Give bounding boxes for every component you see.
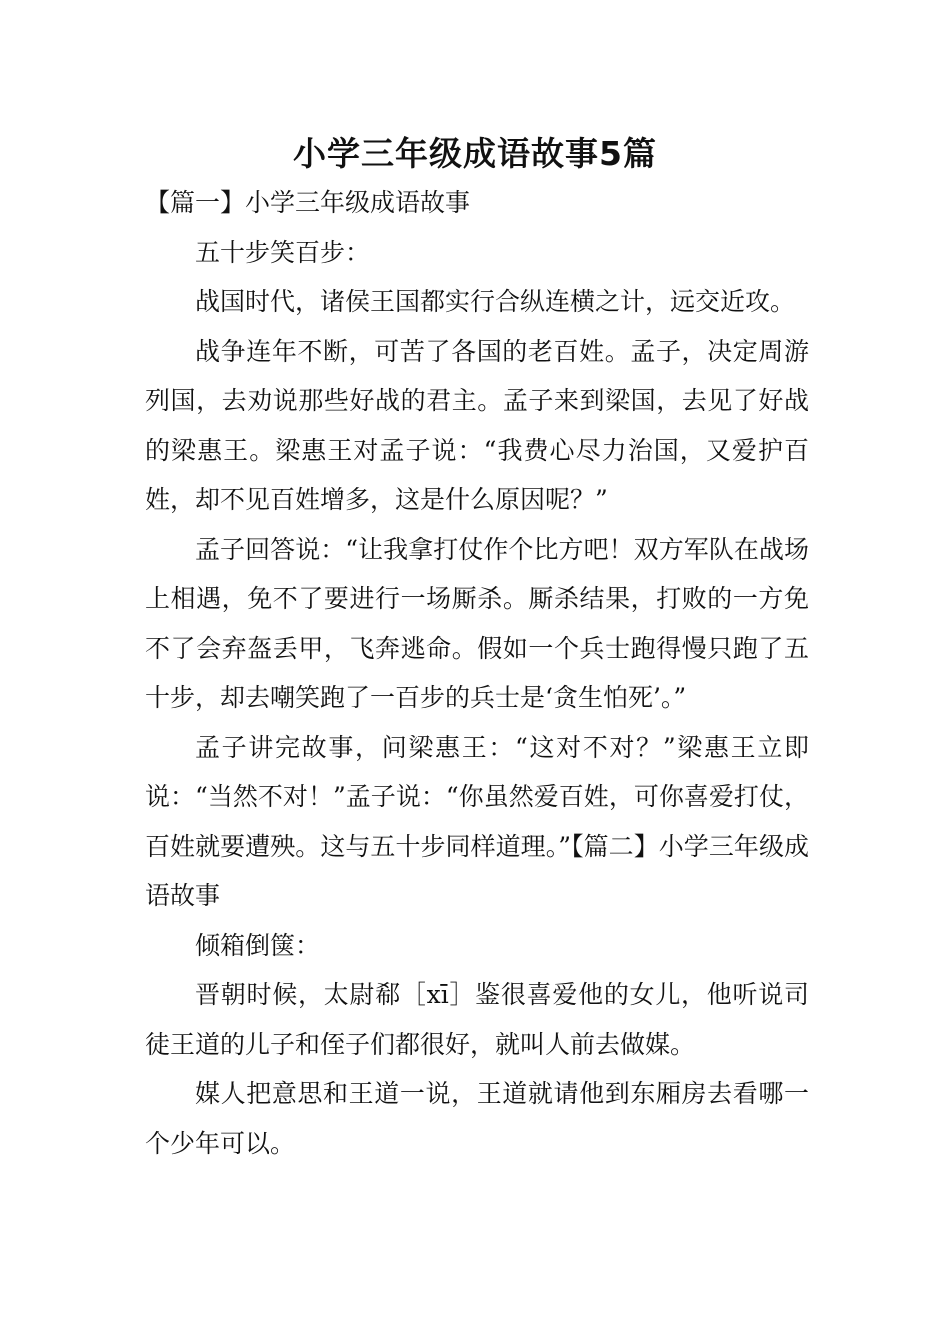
document-title: 小学三年级成语故事5篇 bbox=[293, 134, 657, 173]
paragraph: 媒人把意思和王道一说，王道就请他到东厢房去看哪一个少年可以。 bbox=[145, 1079, 809, 1158]
paragraph: 五十步笑百步： bbox=[195, 237, 371, 267]
section-heading: 【篇一】小学三年级成语故事 bbox=[145, 188, 471, 217]
paragraph: 孟子回答说：“让我拿打仗作个比方吧！双方军队在战场上相遇，免不了要进行一场厮杀。厮杀结果，打败的一方免不了会弃盔丢甲，飞奔逃命。假如一个兵士跑得慢只跑了五十步，却去嘲笑跑了一百步的兵士是‘贪生怕死’。” bbox=[145, 534, 809, 712]
paragraph: 晋朝时候，太尉郗［xī］鉴很喜爱他的女儿，他听说司徒王道的儿子和侄子们都很好，就叫人前去做媒。 bbox=[145, 980, 809, 1059]
paragraph: 倾箱倒箧： bbox=[195, 930, 321, 960]
paragraph: 战国时代，诸侯王国都实行合纵连横之计，远交近攻。 bbox=[195, 287, 796, 316]
paragraph: 战争连年不断，可苦了各国的老百姓。孟子，决定周游列国，去劝说那些好战的君主。孟子来到梁国，去见了好战的梁惠王。梁惠王对孟子说：“我费心尽力治国，又爱护百姓，却不见百姓增多，这是什么原因呢？” bbox=[145, 336, 809, 514]
document-body bbox=[145, 178, 809, 1168]
paragraph: 孟子讲完故事，问梁惠王：“这对不对？”梁惠王立即说：“当然不对！”孟子说：“你虽然爱百姓，可你喜爱打仗，百姓就要遭殃。这与五十步同样道理。”【篇二】小学三年级成语故事 bbox=[145, 732, 809, 910]
